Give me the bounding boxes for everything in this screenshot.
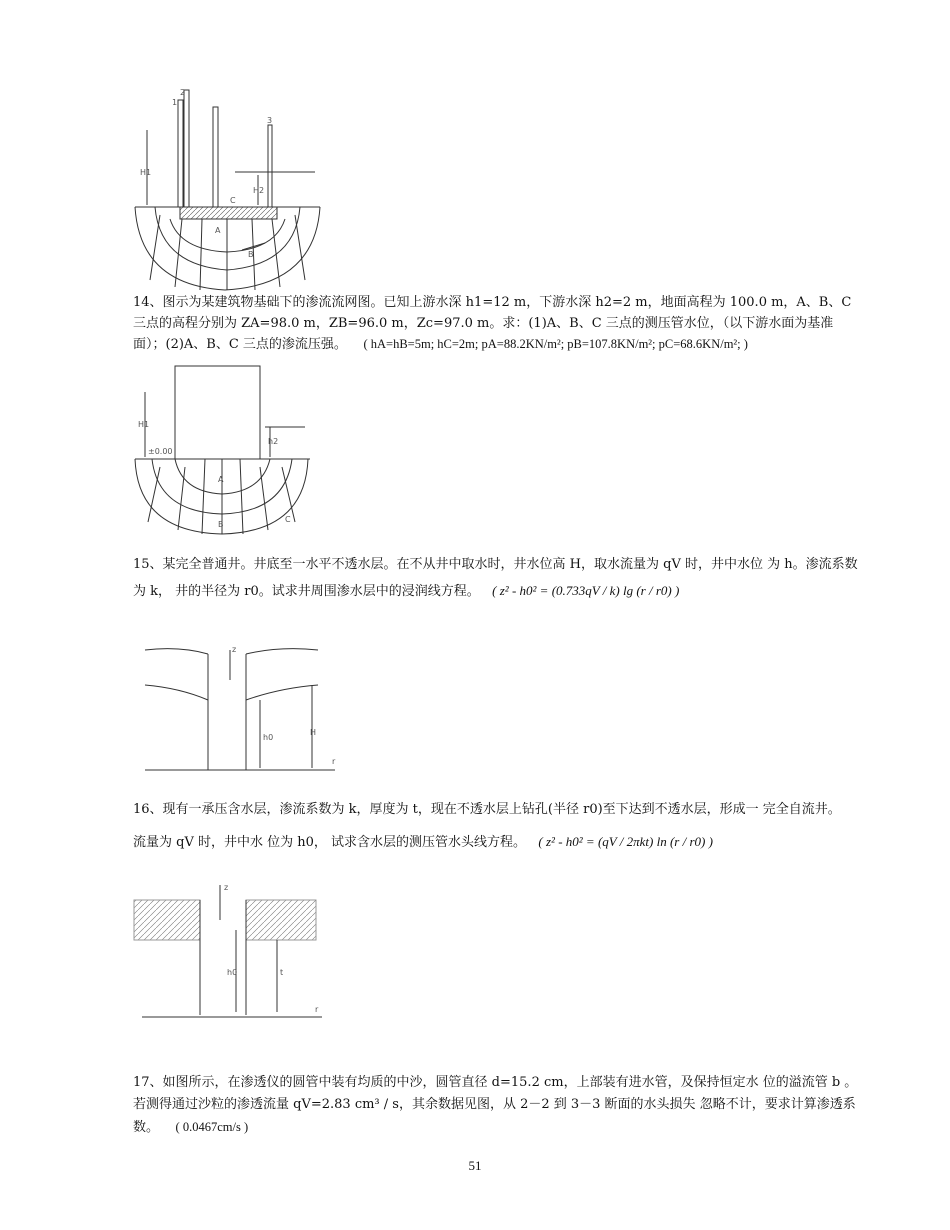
fig14-label-a: A: [215, 226, 221, 235]
fig14-label-1: 1: [172, 98, 178, 107]
fig14b-label-a: A: [218, 475, 224, 484]
fig14b-label-h1: H1: [138, 420, 150, 429]
fig15-label-r: r: [332, 757, 336, 766]
question-16-line2: 流量为 qV 时，井中水 位为 h0， 试求含水层的测压管水头线方程。: [133, 835, 527, 850]
question-16-line1: 16、现有一承压含水层，渗流系数为 k，厚度为 t，现在不透水层上钻孔(半径 r0)至下达到不透水层，形成一 完全自流井。: [133, 802, 841, 817]
fig14b-label-c: C: [285, 515, 291, 524]
page-number: 51: [468, 1158, 482, 1173]
question-16: [133, 794, 863, 859]
fig14-label-3: 3: [267, 116, 273, 125]
question-14-text: 14、图示为某建筑物基础下的渗流流网图。已知上游水深 h1=12 m，下游水深 h2=2 m，地面高程为 100.0 m，A、B、C 三点的高程分别为 ZA=98.0 m，ZB=96.0 m，Zc=97.0 m。求：(1)A、B、C 三点的测压管水位，（以下游水面为基准面）；(2)A、B、C 三点的渗流压强。: [133, 295, 852, 352]
fig15-label-h: H: [310, 728, 317, 737]
question-17-answer: ( 0.0467cm/s ): [175, 1120, 249, 1134]
figure-16-artesian-well: [132, 880, 332, 1025]
question-15-line2: 为 k， 井的半径为 r0。试求井周围渗水层中的浸润线方程。: [133, 584, 480, 599]
question-14-answer: ( hA=hB=5m; hC=2m; pA=88.2KN/m²; pB=107.8KN/m²; pC=68.6KN/m²; ): [363, 337, 748, 351]
figure-15-well: [140, 640, 350, 780]
fig16-label-t: t: [280, 968, 284, 977]
fig14b-label-datum: ±0.00: [148, 447, 173, 456]
question-15: [133, 552, 863, 605]
question-16-answer: ( z² - h0² = (qV / 2πkt) ln (r / r0) ): [538, 834, 713, 849]
fig14-label-2: 2: [180, 88, 186, 97]
fig15-label-h0: h0: [263, 733, 274, 742]
fig14b-label-b: B: [218, 520, 224, 529]
fig14-label-b: B: [248, 250, 254, 259]
fig14b-label-h2: h2: [268, 437, 279, 446]
fig14-label-c: C: [230, 196, 236, 205]
question-15-answer: ( z² - h0² = (0.733qV / k) lg (r / r0) ): [492, 583, 680, 598]
fig14-label-h1: H1: [140, 168, 152, 177]
question-15-line1: 15、某完全普通井。井底至一水平不透水层。在不从井中取水时，井水位高 H，取水流量为 qV 时，井中水位 为 h。渗流系数: [133, 557, 858, 572]
fig14-label-h2: H2: [253, 186, 265, 195]
figure-14b-flow-net: [130, 362, 320, 540]
fig16-label-h0: h0: [227, 968, 238, 977]
fig16-label-z: z: [224, 883, 229, 892]
fig16-label-r: r: [315, 1005, 319, 1014]
figure-14-flow-net: [130, 85, 330, 295]
question-17-text: 17、如图所示，在渗透仪的圆管中装有均质的中沙，圆管直径 d=15.2 cm，上部装有进水管，及保持恒定水 位的溢流管 b 。若测得通过沙粒的渗透流量 qV=2.83 cm³ / s，其余数据见图，从 2－2 到 3－3 断面的水头损失 忽略不计，要求计算渗透系数。: [133, 1075, 858, 1135]
question-14: [133, 292, 863, 355]
fig15-label-z: z: [232, 645, 237, 654]
question-17: [133, 1072, 863, 1139]
